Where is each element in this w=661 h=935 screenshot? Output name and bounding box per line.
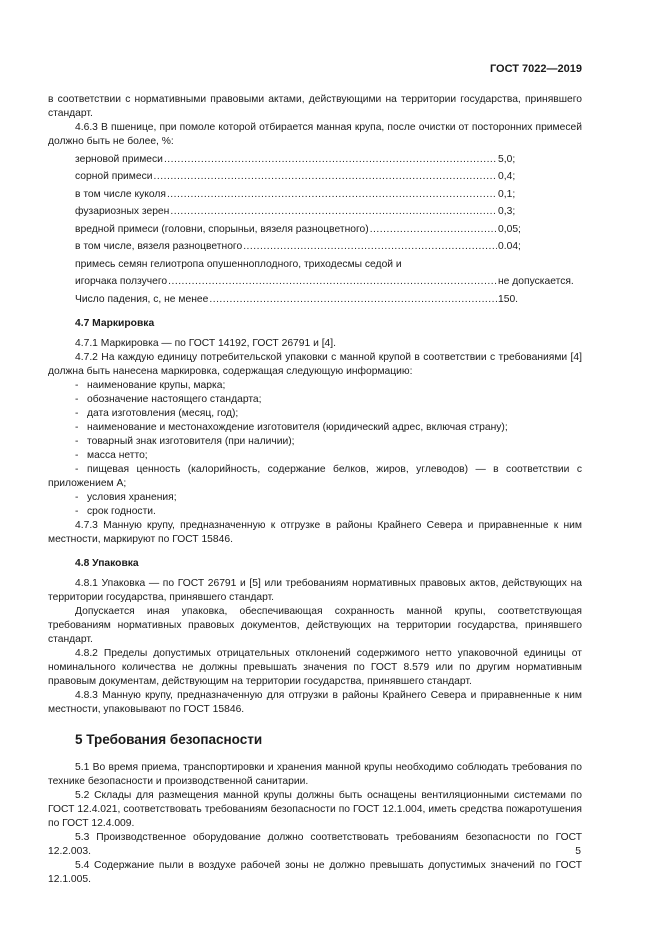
list-item: - срок годности. (75, 505, 156, 517)
impurity-value: 150. (498, 293, 519, 305)
dot-leader (170, 205, 497, 219)
section-title-packaging: 4.8 Упаковка (75, 557, 139, 569)
dot-leader (167, 188, 497, 202)
paragraph-4-7-1: 4.7.1 Маркировка — по ГОСТ 14192, ГОСТ 26791 и [4]. (75, 337, 337, 349)
paragraph-4-8-2: 4.8.2 Пределы допустимых отрицательных отклонений содержимого нетто упаковочной единицы от номинального количества не должны превышать значения по ГОСТ 8.579 или по другим нормативным правовым документам, действующим на территории государства, принявшего стандарт. (48, 647, 582, 687)
impurity-row (48, 184, 582, 202)
impurity-row (48, 272, 582, 290)
impurity-label: зерновой примеси (75, 153, 163, 165)
impurity-label: Число падения, с, не менее (75, 293, 209, 305)
paragraph-5-1: 5.1 Во время приема, транспортировки и хранения манной крупы необходимо соблюдать требования по технике безопасности и производственной санитарии. (48, 761, 582, 787)
impurity-row (48, 202, 582, 220)
standard-number: ГОСТ 7022—2019 (489, 63, 582, 75)
impurity-label: в том числе, вязеля разноцветного (75, 241, 243, 252)
list-item: - масса нетто; (75, 449, 148, 461)
dot-leader (168, 275, 497, 289)
paragraph-4-8-1: 4.8.1 Упаковка — по ГОСТ 26791 и [5] или требованиям нормативных правовых актов, действующих на территории государства, принявшего стандарт. (48, 577, 582, 603)
paragraph-4-6-3: 4.6.3 В пшенице, при помоле которой отбирается манная крупа, после очистки от посторонних примесей должно быть не более, %: (48, 122, 582, 147)
impurity-label: вредной примеси (головни, спорыньи, вязеля разноцветного) (75, 223, 369, 235)
impurity-label: в том числе куколя (75, 188, 166, 200)
paragraph-4-8-3: 4.8.3 Манную крупу, предназначенную для отгрузки в районы Крайнего Севера и приравненные к ним местности, упаковывают по ГОСТ 15846. (48, 689, 582, 715)
page-number: 5 (575, 846, 581, 857)
falling-number-row (48, 289, 582, 307)
impurity-value: 0,05; (498, 223, 521, 235)
list-item: - условия хранения; (75, 491, 177, 503)
dot-leader (164, 153, 497, 167)
paragraph-4-7-2: 4.7.2 На каждую единицу потребительской упаковки с манной крупой в соответствии с требованиями [4] должна быть нанесена маркировка, содержащая следующую информацию: (48, 351, 582, 377)
impurity-value: 0,4; (498, 171, 516, 182)
dot-leader (209, 293, 497, 307)
impurity-value: 0,3; (498, 206, 516, 217)
impurity-label: сорной примеси (75, 171, 153, 182)
impurity-list (48, 149, 582, 307)
list-item: - наименование крупы, марка; (75, 379, 226, 391)
impurity-value: 5,0; (498, 153, 516, 165)
dot-leader (154, 170, 497, 184)
impurity-label: фузариозных зерен (75, 206, 170, 217)
list-item: - дата изготовления (месяц, год); (75, 407, 239, 419)
list-item: - пищевая ценность (калорийность, содержание белков, жиров, углеводов) — в соответствии с приложением А; (48, 463, 582, 489)
list-item: - наименование и местонахождение изготовителя (юридический адрес, включая страну); (75, 421, 508, 433)
impurity-value: 0.04; (498, 241, 521, 252)
paragraph-4-7-3: 4.7.3 Манную крупу, предназначенную к отгрузке в районы Крайнего Севера и приравненные к ним местности, маркируют по ГОСТ 15846. (48, 519, 582, 545)
impurity-value: не допускается. (498, 276, 574, 287)
section-title-safety: 5 Требования безопасности (75, 731, 263, 747)
impurity-row (48, 149, 582, 167)
marking-list (48, 379, 582, 519)
impurity-value: 0,1; (498, 188, 516, 200)
paragraph-intro-tail: в соответствии с нормативными правовыми актами, действующими на территории государства, принявшего стандарт. (48, 94, 582, 119)
paragraph-4-8-1b: Допускается иная упаковка, обеспечивающая сохранность манной крупы, соответствующая требованиям нормативных правовых документов, действующих на территории государства, принявшего стандарт. (48, 605, 582, 645)
dot-leader (370, 223, 497, 237)
impurity-label: игорчака ползучего (75, 276, 168, 287)
page-content (48, 93, 582, 887)
impurity-row (48, 219, 582, 237)
impurity-row (48, 237, 582, 255)
paragraph-5-2: 5.2 Склады для размещения манной крупы должны быть оснащены вентиляционными системами по ГОСТ 12.4.021, соответствовать требованиям безопасности по ГОСТ 12.1.004, иметь средства пожаротушения по ГОСТ 12.4.009. (48, 789, 582, 829)
paragraph-5-4: 5.4 Содержание пыли в воздухе рабочей зоны не должно превышать допустимых значений по ГОСТ 12.1.005. (48, 859, 582, 885)
paragraph-5-3: 5.3 Производственное оборудование должно соответствовать требованиям безопасности по ГОСТ 12.2.003. (48, 831, 582, 857)
section-title-marking: 4.7 Маркировка (75, 317, 155, 329)
heliotrope-line: примесь семян гелиотропа опушенноплодного, триходесмы седой и (75, 258, 402, 270)
dot-leader (243, 240, 497, 254)
list-item: - товарный знак изготовителя (при наличии); (75, 435, 295, 447)
list-item: - обозначение настоящего стандарта; (75, 393, 262, 405)
impurity-row (48, 167, 582, 185)
